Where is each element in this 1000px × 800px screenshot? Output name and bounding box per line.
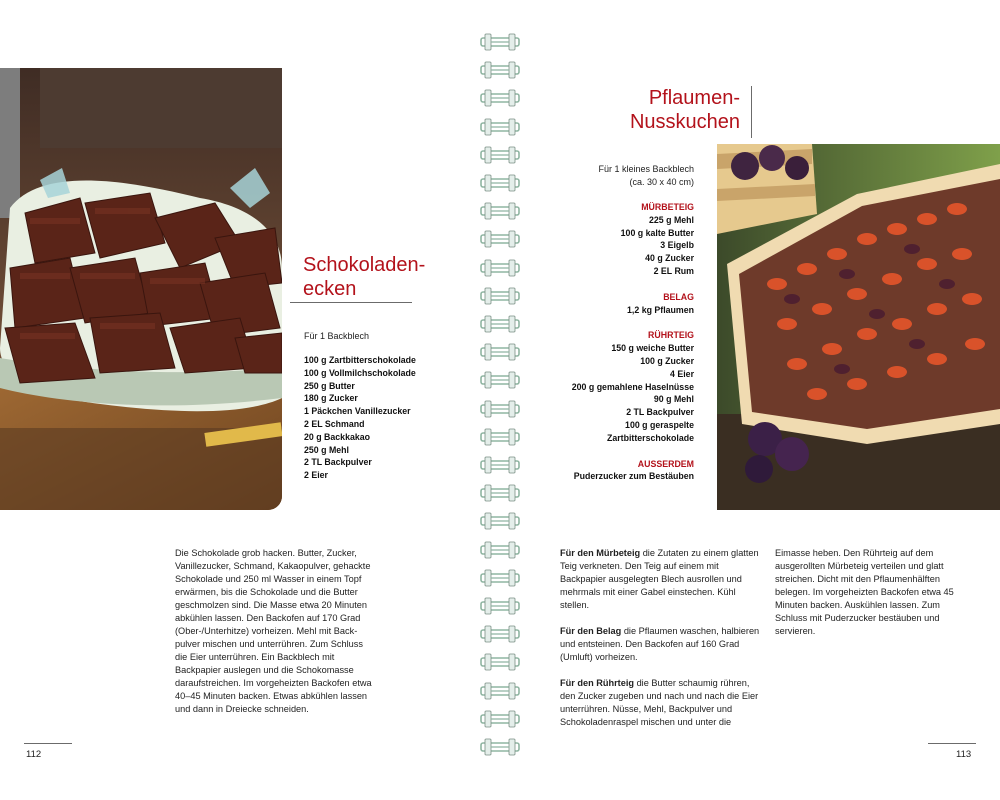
spiral-coil — [480, 117, 520, 137]
spiral-coil — [480, 624, 520, 644]
recipe-title-left-line1: Schokoladen- — [303, 254, 426, 276]
ingredient-item: 200 g gemahlene Haselnüsse — [571, 381, 694, 392]
ingredient-item: 100 g kalte Butter — [620, 227, 694, 238]
spiral-coil — [480, 596, 520, 616]
ingredient-item: 20 g Backkakao — [304, 431, 371, 442]
ingredient-item: 90 g Mehl — [653, 394, 694, 405]
instruction-step-lead: Für den Mürbeteig — [560, 548, 641, 558]
ingredient-group-heading: MÜRBETEIG — [641, 202, 694, 212]
serving-size-right-line2: (ca. 30 x 40 cm) — [629, 176, 694, 187]
recipe-title-right-line2: Nusskuchen — [629, 111, 740, 133]
instruction-step-lead: Für den Belag — [560, 626, 622, 636]
instruction-step-text: die Zutaten zu einem glatten Teig verkneten. Den Teig auf einem mit Backpapier ausgelegten Blech ausrollen und mehrmals mit einer Gabel einstechen. Kühl stellen. — [560, 548, 759, 610]
recipe-title-right-line1: Pflaumen- — [648, 87, 740, 109]
ingredient-item: 100 g Zartbitterschokolade — [304, 355, 416, 365]
ingredient-item: 150 g weiche Butter — [611, 343, 694, 354]
spiral-coil — [480, 652, 520, 672]
spiral-coil — [480, 483, 520, 503]
ingredient-item: 2 TL Backpulver — [626, 407, 694, 418]
ingredient-item: 2 EL Schmand — [304, 418, 365, 429]
spiral-coil — [480, 88, 520, 108]
instruction-step-belag — [560, 625, 760, 664]
ingredient-item: 250 g Butter — [304, 380, 355, 391]
instruction-step-text: die Butter schaumig rühren, den Zucker zugeben und nach und nach die Eier unterrühren. Nüsse, Mehl, Backpulver und Schokoladenraspel mischen und unter die — [560, 678, 759, 727]
ingredient-item: 100 g geraspelte — [625, 419, 694, 430]
ingredient-item: 1,2 kg Pflaumen — [627, 304, 694, 315]
ingredient-group-heading: BELAG — [663, 291, 694, 302]
ingredient-item: 2 Eier — [304, 470, 328, 481]
ingredient-item: 100 g Vollmilchschokolade — [304, 367, 416, 378]
ingredient-item: 2 TL Backpulver — [304, 457, 372, 468]
instruction-step-lead: Für den Rührteig — [560, 678, 635, 688]
instructions-right-col1 — [560, 547, 760, 742]
page-number-right: 113 — [956, 749, 972, 760]
spiral-coil — [480, 145, 520, 165]
ingredient-item: 1 Päckchen Vanillezucker — [304, 406, 411, 417]
ingredient-group-heading: AUSSERDEM — [637, 458, 694, 469]
spiral-coil — [480, 173, 520, 193]
spiral-coil — [480, 709, 520, 729]
title-rule-right — [751, 86, 752, 138]
ingredient-item: 225 g Mehl — [649, 214, 694, 225]
page-number-rule-left — [24, 743, 72, 744]
instruction-step-muerbeteig — [560, 547, 760, 612]
ingredient-item: Puderzucker zum Bestäuben — [573, 471, 694, 482]
ingredient-item: 2 EL Rum — [653, 265, 694, 276]
serving-size-left: Für 1 Backblech — [304, 331, 370, 341]
spiral-coil — [480, 681, 520, 701]
spiral-coil — [480, 32, 520, 52]
recipe-title-left — [303, 253, 463, 301]
serving-size-right-line1: Für 1 kleines Backblech — [598, 164, 694, 174]
ingredient-list-left — [304, 354, 474, 482]
ingredient-item: Zartbitterschokolade — [606, 432, 694, 443]
serving-size-right — [540, 163, 694, 188]
spiral-coil — [480, 568, 520, 588]
instructions-left: Die Schokolade grob hacken. Butter, Zucker, Vanillezucker, Schmand, Kakaopulver, gehackte Schokolade und 250 ml Wasser in einem Topf erwärmen, bis die Schokolade und die Butter geschmolzen sind. Die Masse etwa 20 Minuten abkühlen lassen. Den Backofen auf 170 Grad (Ober-/Unterhitze) vorheizen. Mehl mit Backpulver mischen und unterrühren. Zum Schluss die Eier unterrühren. Ein Backblech mit Backpapier auslegen und die Schokomasse daraufstreichen. Im vorgeheizten Backofen etwa 40–45 Minuten backen. Etwas abkühlen lassen und dann in Dreiecke schneiden. — [175, 548, 372, 714]
ingredient-item: 180 g Zucker — [304, 393, 358, 404]
spiral-coil — [480, 540, 520, 560]
plum-nut-cake-photo — [717, 144, 1000, 510]
page-number-rule-right — [928, 743, 976, 744]
instruction-step-text: die Pflaumen waschen, halbieren und entsteinen. Den Backofen auf 160 Grad (Umluft) vorheizen. — [560, 626, 760, 662]
instructions-right-col2: Eimasse heben. Den Rührteig auf dem ausgerollten Mürbeteig verteilen und glatt streichen. Dicht mit den Pflaumenhälften belegen. Im vorgeheizten Backofen etwa 45 Minuten backen. Auskühlen lassen. Zum Schluss mit Puderzucker bestäuben und servieren. — [775, 548, 954, 636]
chocolate-brownies-photo — [0, 68, 282, 510]
ingredient-item: 100 g Zucker — [640, 355, 694, 366]
page-number-left: 112 — [26, 749, 42, 760]
ingredient-item: 3 Eigelb — [660, 240, 694, 251]
ingredient-group-heading: RÜHRTEIG — [648, 330, 694, 341]
ingredient-item: 4 Eier — [670, 368, 694, 379]
instruction-step-ruehrteig — [560, 677, 760, 729]
ingredient-item: 40 g Zucker — [645, 253, 694, 264]
ingredient-item: 250 g Mehl — [304, 444, 349, 455]
recipe-title-right — [600, 86, 740, 134]
spiral-coil — [480, 737, 520, 757]
recipe-title-left-line2: ecken — [303, 278, 357, 300]
title-underline-left — [290, 302, 412, 303]
spiral-coil — [480, 511, 520, 531]
spiral-coil — [480, 60, 520, 80]
ingredient-list-right — [514, 201, 694, 483]
